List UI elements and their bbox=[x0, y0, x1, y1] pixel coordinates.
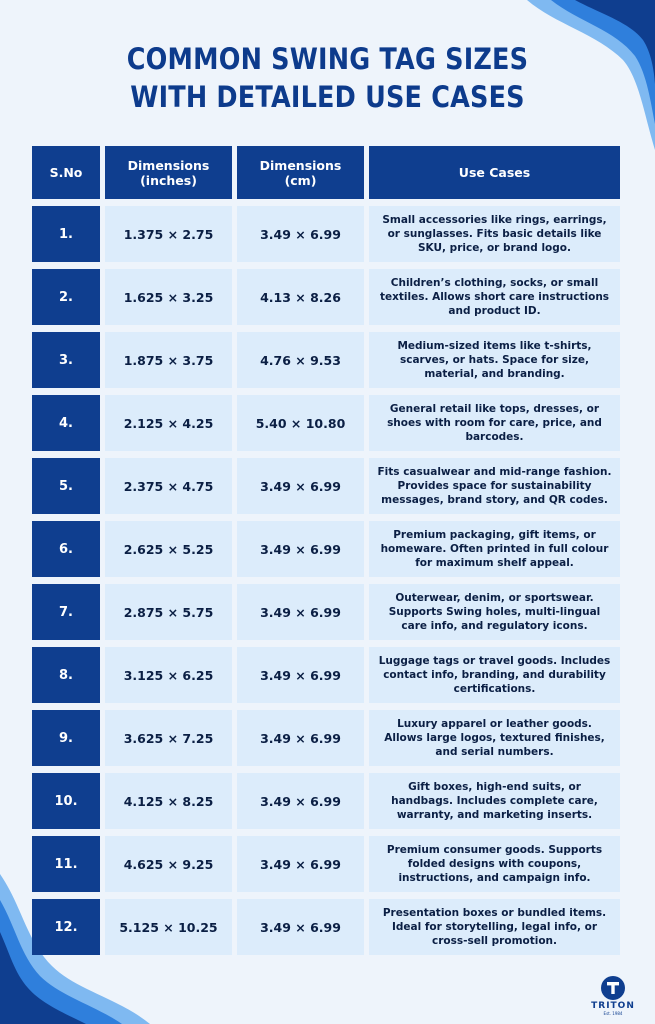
table-row bbox=[32, 584, 620, 640]
page-title bbox=[39, 40, 615, 116]
dimensions-inches-cell: 5.125 × 10.25 bbox=[105, 899, 232, 955]
dimensions-inches-cell: 2.625 × 5.25 bbox=[105, 521, 232, 577]
sno-cell: 8. bbox=[32, 647, 100, 703]
dimensions-cm-cell: 3.49 × 6.99 bbox=[237, 647, 364, 703]
dimensions-inches-cell: 4.625 × 9.25 bbox=[105, 836, 232, 892]
sno-cell: 4. bbox=[32, 395, 100, 451]
table-row bbox=[32, 899, 620, 955]
sno-cell: 1. bbox=[32, 206, 100, 262]
dimensions-inches-cell: 2.375 × 4.75 bbox=[105, 458, 232, 514]
dimensions-cm-cell: 3.49 × 6.99 bbox=[237, 836, 364, 892]
use-case-cell: Outerwear, denim, or sportswear. Supports Swing holes, multi-lingual care info, and regulatory icons. bbox=[369, 584, 620, 640]
logo-tagline: Est. 1984 bbox=[603, 1011, 623, 1016]
use-case-cell: Medium-sized items like t-shirts, scarves, or hats. Space for size, material, and branding. bbox=[369, 332, 620, 388]
dimensions-inches-cell: 2.125 × 4.25 bbox=[105, 395, 232, 451]
table-row bbox=[32, 269, 620, 325]
sno-cell: 10. bbox=[32, 773, 100, 829]
use-case-cell: Fits casualwear and mid-range fashion. Provides space for sustainability messages, brand story, and QR codes. bbox=[369, 458, 620, 514]
table-row bbox=[32, 836, 620, 892]
dimensions-inches-cell: 1.625 × 3.25 bbox=[105, 269, 232, 325]
title-line-2: WITH DETAILED USE CASES bbox=[130, 80, 525, 114]
table-row bbox=[32, 395, 620, 451]
use-case-cell: Premium consumer goods. Supports folded designs with coupons, instructions, and campaign info. bbox=[369, 836, 620, 892]
table-row bbox=[32, 458, 620, 514]
dimensions-inches-cell: 1.875 × 3.75 bbox=[105, 332, 232, 388]
title-line-1: COMMON SWING TAG SIZES bbox=[126, 42, 529, 76]
dimensions-cm-cell: 3.49 × 6.99 bbox=[237, 206, 364, 262]
dimensions-inches-cell: 4.125 × 8.25 bbox=[105, 773, 232, 829]
sno-cell: 12. bbox=[32, 899, 100, 955]
dimensions-cm-cell: 3.49 × 6.99 bbox=[237, 521, 364, 577]
sno-cell: 11. bbox=[32, 836, 100, 892]
header-sno: S.No bbox=[32, 146, 100, 199]
use-case-cell: Presentation boxes or bundled items. Ideal for storytelling, legal info, or cross-sell promotion. bbox=[369, 899, 620, 955]
triton-logo bbox=[590, 976, 636, 1016]
header-use-cases: Use Cases bbox=[369, 146, 620, 199]
sno-cell: 7. bbox=[32, 584, 100, 640]
dimensions-cm-cell: 3.49 × 6.99 bbox=[237, 710, 364, 766]
header-dimensions-cm bbox=[237, 146, 364, 199]
table-row bbox=[32, 206, 620, 262]
dimensions-cm-cell: 3.49 × 6.99 bbox=[237, 458, 364, 514]
use-case-cell: Gift boxes, high-end suits, or handbags. Includes complete care, warranty, and marketing inserts. bbox=[369, 773, 620, 829]
use-case-cell: Small accessories like rings, earrings, or sunglasses. Fits basic details like SKU, price, or brand logo. bbox=[369, 206, 620, 262]
table-row bbox=[32, 332, 620, 388]
sno-cell: 6. bbox=[32, 521, 100, 577]
use-case-cell: Children’s clothing, socks, or small textiles. Allows short care instructions and product ID. bbox=[369, 269, 620, 325]
use-case-cell: General retail like tops, dresses, or shoes with room for care, price, and barcodes. bbox=[369, 395, 620, 451]
dimensions-cm-cell: 4.76 × 9.53 bbox=[237, 332, 364, 388]
use-case-cell: Premium packaging, gift items, or homeware. Often printed in full colour for maximum shelf appeal. bbox=[369, 521, 620, 577]
sno-cell: 5. bbox=[32, 458, 100, 514]
dimensions-inches-cell: 1.375 × 2.75 bbox=[105, 206, 232, 262]
dimensions-cm-cell: 3.49 × 6.99 bbox=[237, 773, 364, 829]
table-header-row bbox=[32, 146, 620, 199]
table-row bbox=[32, 521, 620, 577]
header-dimensions-inches-label: Dimensions (inches) bbox=[127, 157, 210, 188]
dimensions-inches-cell: 2.875 × 5.75 bbox=[105, 584, 232, 640]
dimensions-cm-cell: 3.49 × 6.99 bbox=[237, 584, 364, 640]
dimensions-cm-cell: 4.13 × 8.26 bbox=[237, 269, 364, 325]
t-letter-icon bbox=[601, 976, 625, 1000]
swing-tag-sizes-table bbox=[32, 146, 620, 962]
table-row bbox=[32, 773, 620, 829]
dimensions-inches-cell: 3.625 × 7.25 bbox=[105, 710, 232, 766]
table-row bbox=[32, 647, 620, 703]
table-row bbox=[32, 710, 620, 766]
dimensions-cm-cell: 3.49 × 6.99 bbox=[237, 899, 364, 955]
dimensions-inches-cell: 3.125 × 6.25 bbox=[105, 647, 232, 703]
header-dimensions-cm-label: Dimensions (cm) bbox=[259, 157, 342, 188]
logo-wordmark: TRITON bbox=[591, 1001, 635, 1011]
table-body bbox=[32, 206, 620, 955]
use-case-cell: Luxury apparel or leather goods. Allows large logos, textured finishes, and serial numbers. bbox=[369, 710, 620, 766]
sno-cell: 2. bbox=[32, 269, 100, 325]
use-case-cell: Luggage tags or travel goods. Includes contact info, branding, and durability certifications. bbox=[369, 647, 620, 703]
sno-cell: 9. bbox=[32, 710, 100, 766]
sno-cell: 3. bbox=[32, 332, 100, 388]
dimensions-cm-cell: 5.40 × 10.80 bbox=[237, 395, 364, 451]
header-dimensions-inches bbox=[105, 146, 232, 199]
